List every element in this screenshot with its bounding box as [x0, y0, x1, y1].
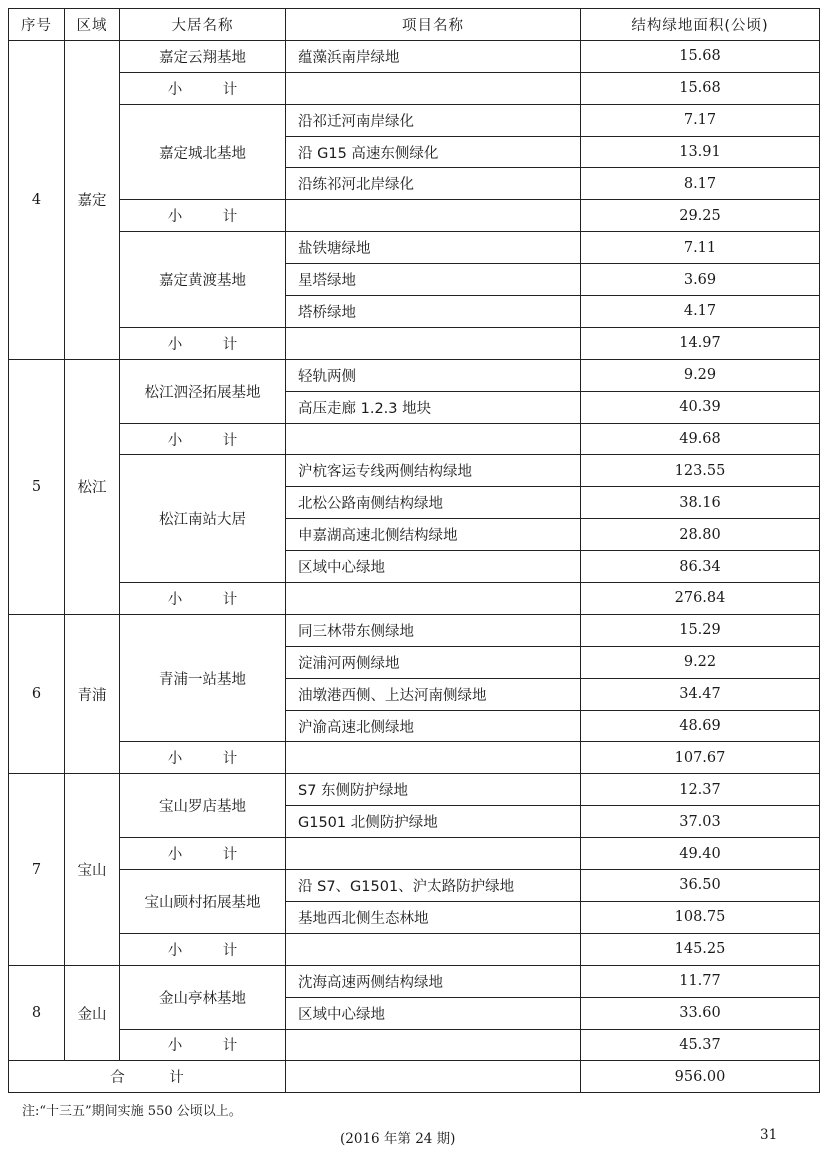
subtotal-label: 小 计: [120, 200, 286, 232]
group-district: 嘉定: [65, 40, 120, 359]
subtotal-label: 小 计: [120, 1029, 286, 1061]
subtotal-row: [9, 742, 820, 774]
table-row: [9, 870, 820, 902]
grand-total-row: [9, 1061, 820, 1093]
subtotal-row: [9, 423, 820, 455]
table-row: [9, 774, 820, 806]
project-name: 沪渝高速北侧绿地: [286, 710, 581, 742]
project-area: 12.37: [581, 774, 820, 806]
project-name: 淀浦河两侧绿地: [286, 646, 581, 678]
subtotal-empty: [286, 742, 581, 774]
project-name: 北松公路南侧结构绿地: [286, 487, 581, 519]
project-name: 基地西北侧生态林地: [286, 901, 581, 933]
project-name: G1501 北侧防护绿地: [286, 806, 581, 838]
base-name: 松江南站大居: [120, 455, 286, 583]
subtotal-empty: [286, 423, 581, 455]
subtotal-label: 小 计: [120, 327, 286, 359]
subtotal-empty: [286, 933, 581, 965]
project-name: 沿练祁河北岸绿化: [286, 168, 581, 200]
page-number: 31: [760, 1127, 778, 1143]
project-area: 9.22: [581, 646, 820, 678]
table-row: [9, 232, 820, 264]
base-name: 宝山顾村拓展基地: [120, 870, 286, 934]
project-area: 15.29: [581, 614, 820, 646]
issue-number: (2016 年第 24 期): [340, 1131, 456, 1147]
base-name: 嘉定城北基地: [120, 104, 286, 200]
grand-total-value: 956.00: [581, 1061, 820, 1093]
project-area: 86.34: [581, 551, 820, 583]
project-name: 沪杭客运专线两侧结构绿地: [286, 455, 581, 487]
project-name: 轻轨两侧: [286, 359, 581, 391]
project-area: 7.11: [581, 232, 820, 264]
project-name: 沈海高速两侧结构绿地: [286, 965, 581, 997]
group-district: 金山: [65, 965, 120, 1061]
project-area: 4.17: [581, 296, 820, 328]
group-district: 松江: [65, 359, 120, 614]
project-area: 7.17: [581, 104, 820, 136]
subtotal-label: 小 计: [120, 933, 286, 965]
project-name: 蕴藻浜南岸绿地: [286, 40, 581, 72]
subtotal-empty: [286, 72, 581, 104]
grand-total-empty: [286, 1061, 581, 1093]
group-index: 5: [9, 359, 65, 614]
base-name: 金山亭林基地: [120, 965, 286, 1029]
table-row: [9, 965, 820, 997]
group-district: 青浦: [65, 614, 120, 773]
subtotal-value: 14.97: [581, 327, 820, 359]
subtotal-label: 小 计: [120, 742, 286, 774]
project-name: 油墩港西侧、上达河南侧绿地: [286, 678, 581, 710]
project-name: 塔桥绿地: [286, 296, 581, 328]
subtotal-label: 小 计: [120, 72, 286, 104]
header-area: 结构绿地面积(公顷): [581, 9, 820, 41]
project-name: 沿 G15 高速东侧绿化: [286, 136, 581, 168]
table-row: [9, 359, 820, 391]
table-body: [9, 40, 820, 1061]
project-area: 33.60: [581, 997, 820, 1029]
project-name: 申嘉湖高速北侧结构绿地: [286, 519, 581, 551]
table-row: [9, 455, 820, 487]
project-area: 28.80: [581, 519, 820, 551]
subtotal-label: 小 计: [120, 423, 286, 455]
subtotal-row: [9, 72, 820, 104]
base-name: 青浦一站基地: [120, 614, 286, 742]
project-area: 15.68: [581, 40, 820, 72]
header-district: 区域: [65, 9, 120, 41]
project-name: 区域中心绿地: [286, 551, 581, 583]
project-name: 高压走廊 1.2.3 地块: [286, 391, 581, 423]
base-name: 松江泗泾拓展基地: [120, 359, 286, 423]
base-name: 嘉定黄渡基地: [120, 232, 286, 328]
subtotal-value: 49.68: [581, 423, 820, 455]
subtotal-value: 145.25: [581, 933, 820, 965]
base-name: 嘉定云翔基地: [120, 40, 286, 72]
subtotal-row: [9, 327, 820, 359]
table-header-row: [9, 9, 820, 41]
grand-total-label: 合 计: [9, 1061, 286, 1093]
subtotal-label: 小 计: [120, 583, 286, 615]
subtotal-value: 107.67: [581, 742, 820, 774]
subtotal-value: 45.37: [581, 1029, 820, 1061]
project-name: 沿祁迁河南岸绿化: [286, 104, 581, 136]
project-area: 3.69: [581, 264, 820, 296]
table-row: [9, 614, 820, 646]
project-name: 区域中心绿地: [286, 997, 581, 1029]
project-name: 沿 S7、G1501、沪太路防护绿地: [286, 870, 581, 902]
project-area: 11.77: [581, 965, 820, 997]
project-area: 108.75: [581, 901, 820, 933]
header-index: 序号: [9, 9, 65, 41]
subtotal-empty: [286, 1029, 581, 1061]
subtotal-row: [9, 838, 820, 870]
base-name: 宝山罗店基地: [120, 774, 286, 838]
green-space-table: [8, 8, 820, 1093]
project-area: 34.47: [581, 678, 820, 710]
project-name: 星塔绿地: [286, 264, 581, 296]
project-name: 盐铁塘绿地: [286, 232, 581, 264]
subtotal-empty: [286, 583, 581, 615]
project-area: 38.16: [581, 487, 820, 519]
subtotal-value: 276.84: [581, 583, 820, 615]
subtotal-row: [9, 933, 820, 965]
subtotal-empty: [286, 838, 581, 870]
project-name: S7 东侧防护绿地: [286, 774, 581, 806]
subtotal-empty: [286, 327, 581, 359]
project-area: 13.91: [581, 136, 820, 168]
subtotal-row: [9, 200, 820, 232]
project-area: 123.55: [581, 455, 820, 487]
table-row: [9, 104, 820, 136]
subtotal-row: [9, 1029, 820, 1061]
group-district: 宝山: [65, 774, 120, 965]
subtotal-row: [9, 583, 820, 615]
subtotal-value: 15.68: [581, 72, 820, 104]
project-name: 同三林带东侧绿地: [286, 614, 581, 646]
subtotal-value: 49.40: [581, 838, 820, 870]
group-index: 8: [9, 965, 65, 1061]
project-area: 40.39: [581, 391, 820, 423]
group-index: 6: [9, 614, 65, 773]
header-project: 项目名称: [286, 9, 581, 41]
group-index: 7: [9, 774, 65, 965]
project-area: 8.17: [581, 168, 820, 200]
table-row: [9, 40, 820, 72]
group-index: 4: [9, 40, 65, 359]
project-area: 37.03: [581, 806, 820, 838]
subtotal-value: 29.25: [581, 200, 820, 232]
subtotal-label: 小 计: [120, 838, 286, 870]
project-area: 9.29: [581, 359, 820, 391]
subtotal-empty: [286, 200, 581, 232]
project-area: 36.50: [581, 870, 820, 902]
project-area: 48.69: [581, 710, 820, 742]
footnote: 注:“十三五”期间实施 550 公顷以上。: [22, 1104, 242, 1119]
header-base: 大居名称: [120, 9, 286, 41]
